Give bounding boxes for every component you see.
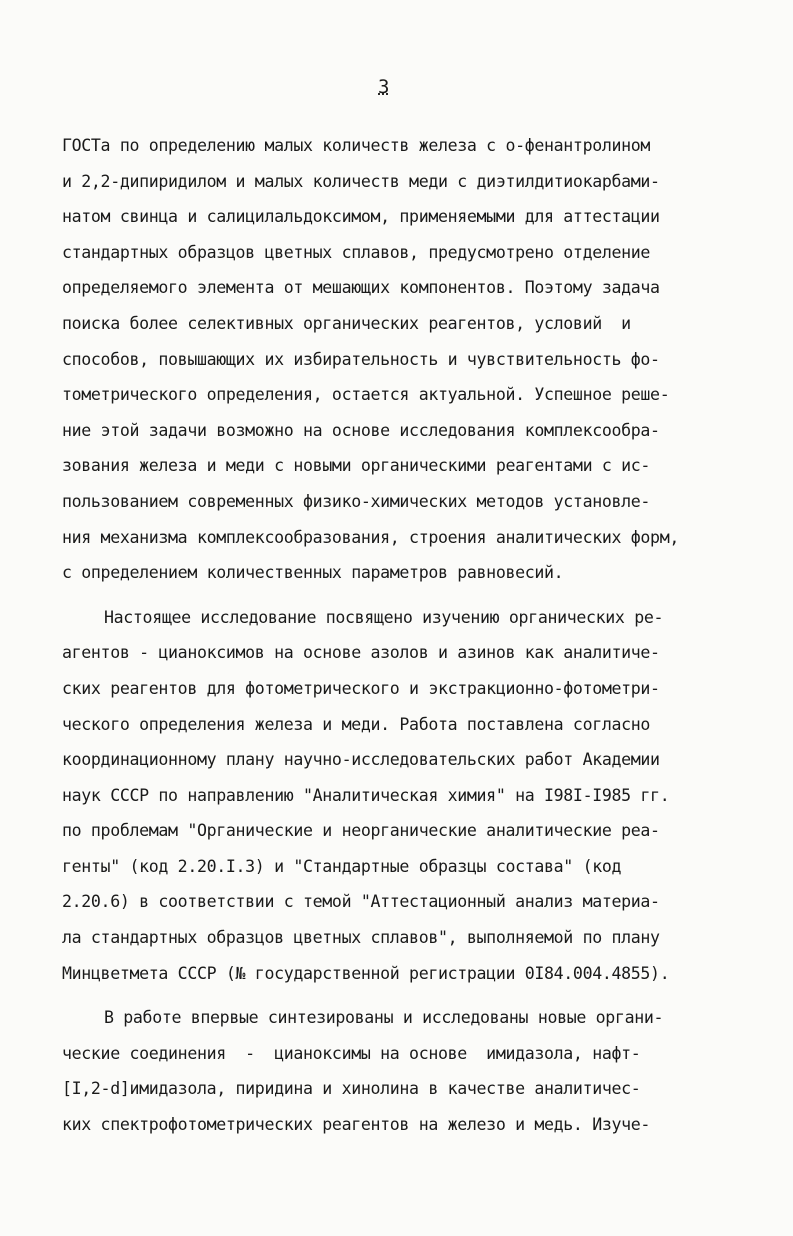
paragraph-gap [62,591,762,600]
text-line: по проблемам "Органические и неорганические аналитические реа- [62,821,660,841]
text-line: [I,2-d]имидазола, пиридина и хинолина в качестве аналитичес- [62,1079,641,1099]
text-line: Минцветмета СССР (№ государственной регистрации 0I84.004.4855). [62,963,670,983]
paragraph-3 [62,1000,762,1142]
text-line: ГОСТа по определению малых количеств железа с о-фенантролином [62,136,651,155]
page-number: 3 [378,76,390,98]
text-line: агентов - цианоксимов на основе азолов и азинов как аналитиче- [62,643,660,663]
text-line: зования железа и меди с новыми органическими реагентами с ис- [62,456,651,476]
paragraph-1 [62,128,762,591]
text-line: наук СССР по направлению "Аналитическая химия" на I98I-I985 гг. [62,785,670,805]
text-line: стандартных образцов цветных сплавов, предусмотрено отделение [62,242,651,262]
text-line: ла стандартных образцов цветных сплавов", выполняемой по плану [62,928,660,948]
body-text [62,128,762,1143]
text-line: определяемого элемента от мешающих компонентов. Поэтому задача [62,278,660,298]
text-line: В работе впервые синтезированы и исследованы новые органи- [104,1008,664,1028]
paragraph-gap [62,991,762,1000]
text-line: ских реагентов для фотометрического и экстракционно-фотометри- [62,678,660,698]
text-line: тометрического определения, остается актуальной. Успешное реше- [62,385,670,405]
text-line: ческого определения железа и меди. Работа поставлена согласно [62,714,651,734]
text-line: Настоящее исследование посвящено изучению органических ре- [104,607,664,627]
text-line: 2.20.6) в соответствии с темой "Аттестационный анализ материа- [62,892,660,912]
text-line: с определением количественных параметров равновесий. [62,563,564,583]
text-line: пользованием современных физико-химических методов установле- [62,491,651,511]
text-line: ния механизма комплексообразования, строения аналитических форм, [62,527,679,547]
text-line: ких спектрофотометрических реагентов на железо и медь. Изуче- [62,1115,651,1135]
text-line: и 2,2-дипиридилом и малых количеств меди с диэтилдитиокарбами- [62,171,660,191]
text-line: ние этой задачи возможно на основе исследования комплексообра- [62,420,660,440]
text-line: способов, повышающих их избирательность и чувствительность фо- [62,349,660,369]
paragraph-2 [62,600,762,992]
text-line: ческие соединения - цианоксимы на основе имидазола, нафт- [62,1043,641,1063]
text-line: координационному плану научно-исследовательских работ Академии [62,750,660,770]
text-line: натом свинца и салицилальдоксимом, применяемыми для аттестации [62,207,660,227]
text-line: поиска более селективных органических реагентов, условий и [62,313,631,333]
text-line: генты" (код 2.20.I.3) и "Стандартные образцы состава" (код [62,856,622,876]
